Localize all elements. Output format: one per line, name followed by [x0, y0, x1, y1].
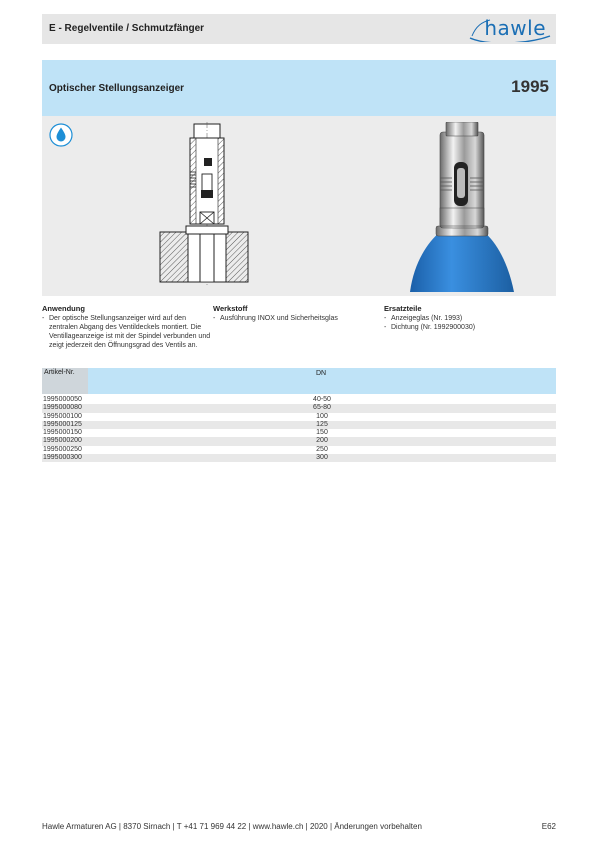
anwendung-text: Der optische Stellungsanzeiger wird auf den zentralen Abgang des Ventildeckels montiert. Die Ventillageanzeige ist mit der Spindel verbunden und zeigt jederzeit den Öffnungsgrad des Ventils an.	[49, 315, 211, 349]
article-number: 1995000050	[43, 396, 82, 403]
table-row	[42, 454, 556, 462]
list-item: - Der optische Stellungsanzeiger wird auf den zentralen Abgang des Ventildeckels montiert. Die Ventillageanzeige ist mit der Spindel verbunden und zeigt jederzeit den Öffnungsgrad des Ventils an.	[42, 315, 211, 349]
article-number: 1995000080	[43, 404, 82, 412]
section-werkstoff	[213, 304, 383, 323]
table-row	[42, 413, 556, 421]
dn-value: 150	[316, 429, 328, 437]
table-row	[42, 396, 556, 404]
section-anwendung	[42, 304, 212, 350]
section-title: E - Regelventile / Schmutzfänger	[49, 23, 205, 34]
article-number: 1995000250	[43, 445, 82, 453]
dn-value: 40-50	[313, 396, 331, 403]
list-item: - Dichtung (Nr. 1992900030)	[384, 323, 554, 332]
footer-contact: Hawle Armaturen AG | 8370 Sirnach | T +41 71 969 44 22 | www.hawle.ch | 2020 | Änderungen vorbehalten	[42, 822, 422, 831]
product-name: Optischer Stellungsanzeiger	[49, 83, 185, 94]
ersatzteil-item: Dichtung (Nr. 1992900030)	[391, 324, 476, 331]
article-number: 1995000125	[43, 420, 82, 428]
table-row	[42, 429, 556, 437]
article-number: 1995000150	[43, 429, 82, 437]
column-header-dn: DN	[316, 370, 327, 377]
hawle-logo	[468, 16, 552, 42]
article-number: 1995000100	[43, 412, 82, 420]
table-row	[42, 437, 556, 445]
dn-value: 65-80	[313, 404, 331, 412]
table-row	[42, 446, 556, 454]
article-number: 1995000300	[43, 454, 82, 462]
dn-value: 300	[316, 454, 328, 462]
product-image-panel	[42, 116, 556, 296]
logo-text: hawle	[484, 16, 546, 40]
werkstoff-heading: Werkstoff	[213, 304, 248, 313]
article-table-body	[42, 396, 556, 462]
section-ersatzteile	[384, 304, 554, 332]
column-header-artikel: Artikel-Nr.	[42, 368, 88, 394]
dn-value: 250	[316, 445, 328, 453]
product-photo	[400, 122, 520, 292]
article-number: 1995000200	[43, 437, 82, 445]
table-row	[42, 404, 556, 412]
header-bar	[42, 14, 556, 44]
anwendung-heading: Anwendung	[42, 304, 85, 313]
ersatzteil-item: Anzeigeglas (Nr. 1993)	[391, 315, 463, 322]
product-title-bar	[42, 60, 556, 116]
page-number: E62	[541, 822, 556, 831]
product-number: 1995	[511, 77, 549, 96]
list-item: - Ausführung INOX und Sicherheitsglas	[213, 314, 383, 323]
dn-value: 200	[316, 437, 328, 445]
technical-drawing	[150, 122, 250, 286]
water-drop-icon	[49, 123, 73, 147]
dn-value: 125	[316, 420, 328, 428]
dn-value: 100	[316, 412, 328, 420]
ersatzteile-heading: Ersatzteile	[384, 304, 422, 313]
table-header	[42, 368, 556, 394]
werkstoff-text: Ausführung INOX und Sicherheitsglas	[220, 315, 338, 322]
list-item: - Anzeigeglas (Nr. 1993)	[384, 314, 554, 323]
table-row	[42, 421, 556, 429]
